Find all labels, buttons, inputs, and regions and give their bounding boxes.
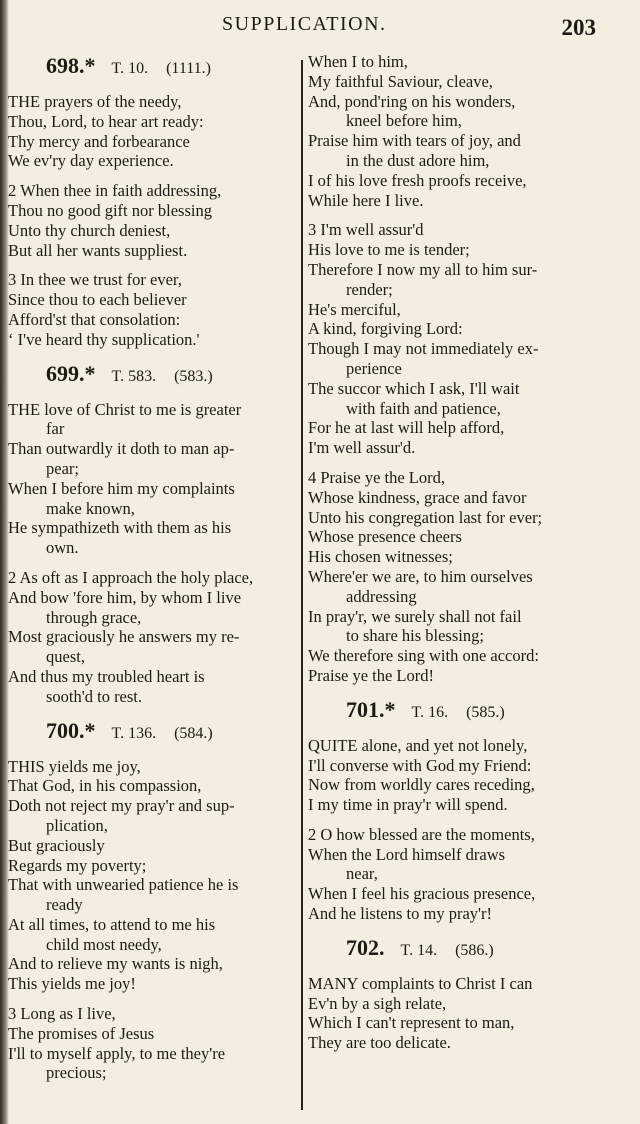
verse-line: We therefore sing with one accord: xyxy=(308,646,539,666)
verse-line: But graciously xyxy=(8,835,105,855)
verse-line: pear; xyxy=(46,458,79,478)
hymn-block xyxy=(8,360,300,707)
verse-line: Though I may not immediately ex- xyxy=(308,339,539,359)
verse-line: 2 As oft as I approach the holy place, xyxy=(8,567,254,587)
verse-line: 3 I'm well assur'd xyxy=(308,220,424,240)
verse-line: My faithful Saviour, cleave, xyxy=(308,71,493,91)
verse-line: That with unwearied patience he is xyxy=(8,875,239,895)
verse-line: And to relieve my wants is nigh, xyxy=(8,954,223,974)
verse-line: 3 In thee we trust for ever, xyxy=(8,270,182,290)
hymn-heading xyxy=(8,717,300,757)
verse-line: in the dust adore him, xyxy=(346,150,490,170)
verse-line: I my time in pray'r will spend. xyxy=(308,795,508,815)
verse-line: Most graciously he answers my re- xyxy=(8,627,240,647)
hymn-alt-number: (586.) xyxy=(455,941,494,959)
verse-line: And, pond'ring on his wonders, xyxy=(308,91,516,111)
verse-line: child most needy, xyxy=(46,934,162,954)
verse-line: Thy mercy and forbearance xyxy=(8,131,190,151)
verse-line: In pray'r, we surely shall not fail xyxy=(308,606,522,626)
verse xyxy=(8,92,300,171)
hymn-block xyxy=(308,696,604,924)
verse-line: Which I can't represent to man, xyxy=(308,1013,515,1033)
hymn-tune: T. 14. xyxy=(400,941,438,959)
verse xyxy=(8,181,300,260)
verse-line: Ev'n by a sigh relate, xyxy=(308,993,447,1013)
verse-line: Now from worldly cares receding, xyxy=(308,775,535,795)
verse-line: Thou no good gift nor blessing xyxy=(8,200,212,220)
verse-line: That God, in his compassion, xyxy=(8,776,202,796)
verse-line: Praise him with tears of joy, and xyxy=(308,131,521,151)
verse xyxy=(308,825,604,924)
verse xyxy=(308,52,604,210)
verse-line: kneel before him, xyxy=(346,111,462,131)
verse-line: For he at last will help afford, xyxy=(308,418,505,438)
verse-line: His chosen witnesses; xyxy=(308,547,453,567)
verse-line: precious; xyxy=(46,1063,107,1083)
verse-line: sooth'd to rest. xyxy=(46,686,143,706)
hymn-alt-number: (584.) xyxy=(174,724,213,742)
verse-line: addressing xyxy=(346,586,417,606)
hymn-block xyxy=(8,717,300,1084)
verse-line: At all times, to attend to me his xyxy=(8,914,216,934)
verse-line: This yields me joy! xyxy=(8,974,136,994)
hymn-number: 699.* xyxy=(46,360,96,386)
verse xyxy=(308,468,604,686)
verse-line: THE prayers of the needy, xyxy=(8,92,182,111)
verse-line: quest, xyxy=(46,647,85,667)
hymn-number: 702. xyxy=(346,934,385,960)
verse-line: I'll to myself apply, to me they're xyxy=(8,1043,226,1063)
hymn-tune: T. 136. xyxy=(111,724,157,742)
hymn-tune: T. 583. xyxy=(111,367,157,385)
verse-line: He sympathizeth with them as his xyxy=(8,518,232,538)
verse-line: render; xyxy=(346,279,393,299)
verse-line: make known, xyxy=(46,498,135,518)
hymn-number: 700.* xyxy=(46,717,96,743)
verse xyxy=(308,736,604,815)
verse-line: to share his blessing; xyxy=(346,626,484,646)
verse-line: When I before him my complaints xyxy=(8,478,235,498)
hymn-heading xyxy=(308,934,604,974)
verse-line: Whose presence cheers xyxy=(308,527,462,547)
hymn-block xyxy=(308,52,604,686)
verse-line: When the Lord himself draws xyxy=(308,844,506,864)
verse-line: But all her wants suppliest. xyxy=(8,240,188,260)
verse-line: Since thou to each believer xyxy=(8,290,187,310)
verse xyxy=(308,974,604,1053)
hymn-alt-number: (1111.) xyxy=(166,60,211,77)
verse xyxy=(8,757,300,995)
verse xyxy=(8,400,300,558)
hymn-heading xyxy=(308,696,604,736)
column-divider xyxy=(301,60,303,1110)
verse-line: Afford'st that consolation: xyxy=(8,309,181,329)
verse-line: And he listens to my pray'r! xyxy=(308,904,492,924)
verse-line: When I to him, xyxy=(308,52,408,71)
verse-line: THE love of Christ to me is greater xyxy=(8,399,242,419)
verse-line: with faith and patience, xyxy=(346,398,501,418)
verse-line: We ev'ry day experience. xyxy=(8,151,174,171)
hymn-number: 698.* xyxy=(46,53,96,78)
verse-line: near, xyxy=(346,864,378,884)
verse-line: And bow 'fore him, by whom I live xyxy=(8,587,242,607)
verse-line: Praise ye the Lord! xyxy=(308,665,434,685)
verse-line: 4 Praise ye the Lord, xyxy=(308,467,446,487)
verse-line: through grace, xyxy=(46,607,142,627)
right-column xyxy=(308,52,604,1063)
verse-line: THIS yields me joy, xyxy=(8,756,141,776)
verse-line: 3 Long as I live, xyxy=(8,1004,116,1024)
hymn-block xyxy=(308,934,604,1053)
verse-line: His love to me is tender; xyxy=(308,240,470,260)
verse-line: ready xyxy=(46,895,83,915)
verse-line: When I feel his gracious presence, xyxy=(308,884,536,904)
verse-line: Where'er we are, to him ourselves xyxy=(308,566,533,586)
verse-line: Unto his congregation last for ever; xyxy=(308,507,543,527)
verse-line: Regards my poverty; xyxy=(8,855,147,875)
verse-line: The succor which I ask, I'll wait xyxy=(308,378,520,398)
verse-line: While here I live. xyxy=(308,190,424,210)
left-column xyxy=(8,52,300,1093)
verse-line: And thus my troubled heart is xyxy=(8,666,205,686)
verse-line: I'm well assur'd. xyxy=(308,438,416,458)
verse-line: MANY complaints to Christ I can xyxy=(308,973,533,993)
verse xyxy=(8,1004,300,1083)
hymn-alt-number: (585.) xyxy=(466,703,505,721)
hymn-tune: T. 10. xyxy=(111,60,149,77)
verse-line: I of his love fresh proofs receive, xyxy=(308,170,527,190)
verse-line: They are too delicate. xyxy=(308,1033,451,1053)
hymn-alt-number: (583.) xyxy=(174,367,213,385)
verse-line: Therefore I now my all to him sur- xyxy=(308,259,538,279)
page-number: 203 xyxy=(561,15,596,40)
verse-line: plication, xyxy=(46,815,108,835)
verse-line: Whose kindness, grace and favor xyxy=(308,487,527,507)
hymn-tune: T. 16. xyxy=(411,703,449,721)
running-title: SUPPLICATION. xyxy=(222,13,387,35)
hymn-block xyxy=(8,52,300,350)
hymn-heading xyxy=(8,52,300,92)
verse-line: 2 When thee in faith addressing, xyxy=(8,181,222,201)
verse xyxy=(308,220,604,458)
verse-line: ‘ I've heard thy supplication.' xyxy=(8,329,200,349)
verse-line: QUITE alone, and yet not lonely, xyxy=(308,735,528,755)
verse-line: own. xyxy=(46,538,79,558)
verse xyxy=(8,270,300,349)
verse-line: I'll converse with God my Friend: xyxy=(308,755,532,775)
verse-line: A kind, forgiving Lord: xyxy=(308,319,463,339)
page-header xyxy=(0,10,640,44)
verse-line: Thou, Lord, to hear art ready: xyxy=(8,111,204,131)
verse-line: He's merciful, xyxy=(308,299,401,319)
hymn-heading xyxy=(8,360,300,400)
verse-line: perience xyxy=(346,358,402,378)
verse xyxy=(8,568,300,707)
verse-line: 2 O how blessed are the moments, xyxy=(308,824,535,844)
verse-line: Doth not reject my pray'r and sup- xyxy=(8,796,235,816)
verse-line: Unto thy church deniest, xyxy=(8,220,171,240)
hymn-number: 701.* xyxy=(346,696,396,722)
verse-line: far xyxy=(46,419,65,439)
verse-line: The promises of Jesus xyxy=(8,1023,155,1043)
verse-line: Than outwardly it doth to man ap- xyxy=(8,439,235,459)
